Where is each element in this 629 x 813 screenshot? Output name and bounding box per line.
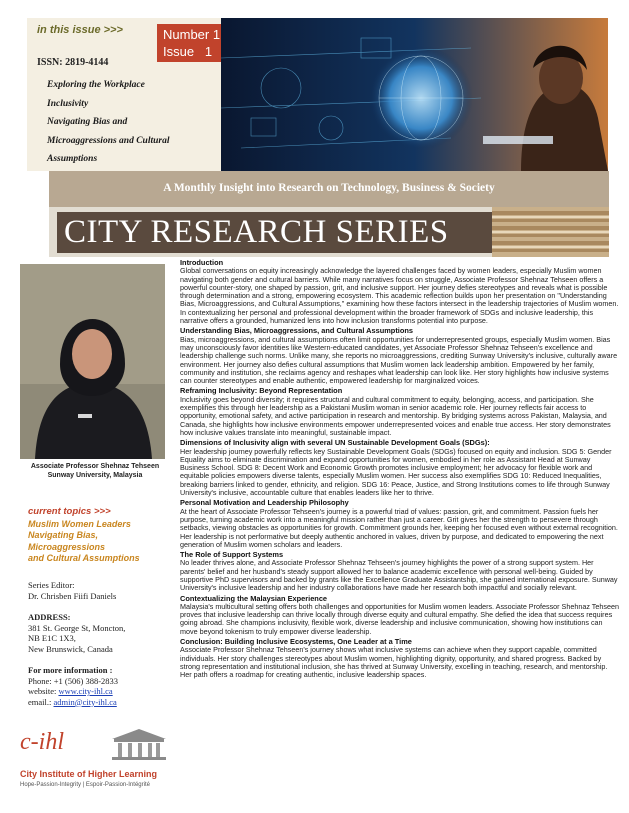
caption-affiliation: Sunway University, Malaysia	[47, 472, 143, 479]
address-line: 381 St. George St, Moncton,	[28, 622, 126, 633]
section-text: Bias, microaggressions, and cultural assumptions often limit opportunities for underrepresented groups, especially Muslim women. Bias may unconsciously favor identities like Western-educated candidates, yet Associate Professor Shehnaz Tehseen's excellence and leadership challenge such norms. Unlike many, she reports no microaggressions, crediting Sunway University's inclusive, culturally aware environment. Her journey also defies cultural assumptions that Muslim women lack leadership ambition. Empowered by her family, community and institution, she reclaims agency and reshapes what leadership can look like. Her story highlights how inclusive systems can counter stereotypes and enable authentic, empowered leadership for marginalized voices.	[180, 334, 618, 386]
section-text: Her leadership journey powerfully reflects key Sustainable Development Goals (SDGs) focused on equity and inclusion. SDG 5: Gender Equality aims to eliminate discrimination and expand opportunities for women, embodied in her role as Assistant Head at Sunway Business School. SDG 8: Decent Work and Economic Growth promotes inclusive employment; her advocacy for flexible work and equitable policies empowers diverse talents, especially Muslim women. Her success also exemplifies SDG 10: Reduced Inequalities, breaking barriers linked to gender, ethnicity, and religion. SDG 16: Peace, Justice, and Strong Institutions comes to life through Sunway University's inclusive, accountable culture that enables leaders like her to thrive.	[180, 446, 612, 498]
issue-item: Inclusivity	[47, 98, 89, 109]
issue-topics-list	[47, 76, 217, 169]
section-text: No leader thrives alone, and Associate Professor Shehnaz Tehseen's journey highlights the power of a strong support system. Her parents' belief and her husband's steady support allowed her to balance academic excellence with personal well-being. Guided by supportive PhD supervisors and backed by grants like the Excellence Graduate Assistantship, she gained international exposure. Sunway University's inclusive leadership and her industry collaborations have made her research both impactful and socially relevant.	[180, 558, 618, 593]
issn-label: ISSN: 2819-4144	[37, 57, 109, 68]
current-topics-label: current topics >>>	[28, 506, 111, 517]
topic-item: and Cultural Assumptions	[28, 552, 140, 563]
section-text: Associate Professor Shehnaz Tehseen's journey shows what inclusive systems can achieve when they support capable, committed individuals. Her story challenges stereotypes about Muslim women, highlighting dignity, opportunity, and shared progress. Backed by strong representation and institutional inclusion, she has thrived at Sunway University, excelling in teaching, research, and mentorship. Her path offers a roadmap for creating authentic, inclusive leadership spaces.	[180, 645, 608, 680]
in-this-issue-label: in this issue >>>	[37, 24, 123, 36]
contact-block	[28, 665, 178, 707]
logo-name: City Institute of Higher Learning	[20, 769, 158, 779]
photo-caption	[20, 462, 170, 480]
issue-label: Issue 1	[163, 44, 213, 59]
caption-name: Associate Professor Shehnaz Tehseen	[30, 463, 160, 470]
website-row	[28, 686, 178, 697]
building-icon	[110, 727, 168, 761]
issue-item: Exploring the Workplace	[47, 80, 145, 90]
email-link[interactable]: admin@city-ihl.ca	[53, 696, 117, 707]
section-heading: Introduction	[180, 258, 224, 267]
hero-image	[221, 18, 608, 171]
address-block	[28, 612, 178, 654]
section-text: At the heart of Associate Professor Tehseen's journey is a powerful triad of values: passion, grit, and commitment. Passion fuels her purpose, turning academic work into a meaningful mission rather than just a career. Grit gives her the strength to persevere through setbacks, viewing obstacles as opportunities for growth. Commitment grounds her, keeping her focused even without external recognition. Her leadership is not performative but deeply authentic anchored in values, driven by purpose, and dedicated to empowering the next generation of Muslim women scholars and leaders.	[180, 506, 618, 549]
cihl-logo	[20, 723, 180, 803]
issue-item: Microaggressions and Cultural	[47, 135, 170, 146]
series-title: CITY RESEARCH SERIES	[64, 214, 449, 250]
issue-number-badge	[157, 24, 221, 62]
section-heading: Personal Motivation and Leadership Philosophy	[180, 498, 349, 508]
series-editor	[28, 580, 178, 601]
website-label: website:	[28, 686, 59, 696]
topic-item: Navigating Bias,	[28, 530, 99, 541]
website-link[interactable]: www.city-ihl.ca	[58, 686, 113, 696]
email-row	[28, 697, 178, 708]
number-label: Number 1	[163, 27, 221, 42]
editor-name: Dr. Chrisben Fiifi Daniels	[28, 590, 117, 601]
address-line: NB E1C 1X3,	[28, 633, 76, 643]
topic-item: Microaggressions	[28, 541, 106, 552]
section-heading: Understanding Bias, Microaggressions, and Cultural Assumptions	[180, 326, 413, 336]
issue-item: Navigating Bias and	[47, 117, 128, 127]
current-topics-list	[28, 519, 178, 564]
editor-label: Series Editor:	[28, 580, 75, 590]
section-text: Global conversations on equity increasingly acknowledge the layered challenges faced by women leaders, especially Muslim women navigating both gender and cultural barriers. While many narratives focus on struggle, Associate Professor Shehnaz Tehseen offers a powerful counter-story, one shaped by passion, grit, and inclusive support. Her journey defies stereotypes and reveals what is possible through determination and a strong, empowering ecosystem. This academic reflection builds upon her presentation on "Understanding Bias, Microaggressions, and Cultural Assumptions," examining how these factors intersect in the leadership trajectories of Muslim women. In contextualizing her personal and professional development within the broader framework of SDGs and inclusive leadership, this narrative offers a grounded, humanized lens into how inclusion transforms potential into purpose.	[180, 266, 619, 326]
section-heading: Reframing Inclusivity: Beyond Representation	[180, 386, 343, 396]
address-label: ADDRESS:	[28, 612, 71, 622]
info-label: For more information :	[28, 665, 113, 675]
address-line: New Brunswick, Canada	[28, 643, 113, 654]
topic-item: Muslim Women Leaders	[28, 519, 131, 529]
section-heading: Contextualizing the Malaysian Experience	[180, 593, 328, 603]
article-body	[180, 257, 620, 682]
books-image	[492, 207, 609, 257]
email-label: email.:	[28, 696, 54, 707]
logo-motto: Hope-Passion-Integrity | Espoir-Passion-Intégrité	[20, 782, 150, 788]
section-heading: The Role of Support Systems	[180, 550, 284, 560]
logo-text: c-ihl	[20, 729, 64, 755]
portrait-photo	[20, 264, 165, 459]
section-heading: Dimensions of Inclusivity align with several UN Sustainable Development Goals (SDGs):	[180, 438, 490, 448]
issue-item: Assumptions	[47, 154, 98, 164]
section-heading: Conclusion: Building Inclusive Ecosystems, One Leader at a Time	[180, 637, 412, 647]
section-text: Inclusivity goes beyond diversity; it requires structural and cultural commitment to equity, belonging, access, and participation. She exemplifies this through her leadership as a Pakistani Muslim woman in senior academic role. Her journey reflects fair access to opportunity, emotional safety, and active participation in research and mentorship. By bridging systems across Pakistan, Malaysia, and Canada, she highlights how inclusive environments empower underrepresented voices and enable true access. Her story demonstrates how inclusive values translate into meaningful, sustainable impact.	[180, 394, 611, 437]
section-text: Malaysia's multicultural setting offers both challenges and opportunities for Muslim women leaders. Associate Professor Shehnaz Tehseen proves that inclusive leadership can thrive locally through diverse equity and cultural empathy. She defied the idea that success requires going abroad. She champions inclusivity, flexible work, diverse leadership and inclusive communication, showing how institutions can move beyond tokenism to truly empower diverse leadership.	[180, 601, 619, 636]
phone: Phone: +1 (506) 388-2833	[28, 675, 119, 686]
subtitle: A Monthly Insight into Research on Technology, Business & Society	[163, 182, 495, 194]
